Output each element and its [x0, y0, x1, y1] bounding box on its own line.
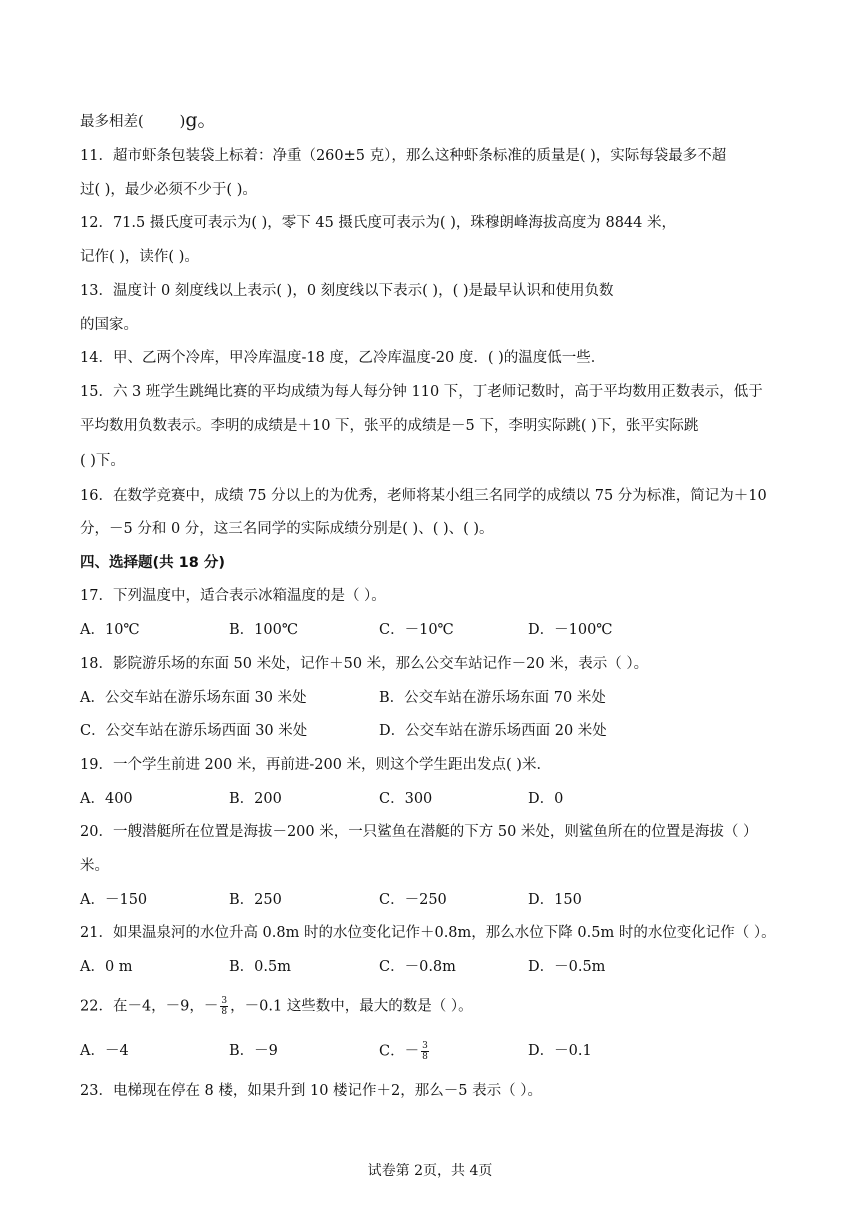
q19-option-a: A．400 — [80, 791, 133, 807]
q17-option-a: A．10℃ — [80, 622, 140, 638]
fraction-3-8-option — [421, 1041, 429, 1062]
q20-line2: 米。 — [80, 858, 109, 874]
q21-option-d: D．－0.5m — [528, 959, 606, 975]
q15-line1: 15．六 3 班学生跳绳比赛的平均成绩为每人每分钟 110 下，丁老师记数时，高于平均数用正数表示，低于 — [80, 384, 763, 400]
q19-option-c: C．300 — [379, 791, 433, 807]
q11-line1: 11．超市虾条包装袋上标着：净重（260±5 克），那么这种虾条标准的质量是( )，实际每袋最多不超 — [80, 148, 727, 164]
q16-line1: 16．在数学竞赛中，成绩 75 分以上的为优秀，老师将某小组三名同学的成绩以 75 分为标准，简记为＋10 — [80, 488, 767, 504]
q17: 17．下列温度中，适合表示冰箱温度的是（ ）。 — [80, 588, 386, 604]
fraction-numerator: 3 — [221, 996, 228, 1006]
q23: 23．电梯现在停在 8 楼，如果升到 10 楼记作＋2，那么－5 表示（ ）。 — [80, 1083, 542, 1099]
q10-unit: g。 — [185, 109, 217, 131]
q20-line1: 20．一艘潜艇所在位置是海拔－200 米，一只鲨鱼在潜艇的下方 50 米处，则鲨鱼所在的位置是海拔（ ） — [80, 824, 758, 840]
q19-option-b: B．200 — [229, 791, 282, 807]
q21-option-a: A．0 m — [80, 959, 133, 975]
q16-line2: 分，－5 分和 0 分，这三名同学的实际成绩分别是( )、( )、( )。 — [80, 521, 494, 537]
q22-option-c — [379, 1041, 431, 1062]
q12-line2: 记作( )，读作( )。 — [80, 249, 199, 265]
q22 — [80, 996, 473, 1017]
fraction-denominator: 8 — [422, 1052, 428, 1062]
q21-option-c: C．－0.8m — [379, 959, 456, 975]
q22-text-start: 22．在－4，－9，－ — [80, 998, 219, 1015]
q20-option-c: C．－250 — [379, 892, 447, 908]
q11-line2: 过( )，最少必须不少于( )。 — [80, 182, 257, 198]
fraction-denominator: 8 — [221, 1007, 228, 1017]
q22-option-b: B．－9 — [229, 1043, 278, 1059]
q18: 18．影院游乐场的东面 50 米处，记作＋50 米，那么公交车站记作－20 米，表示（ ）。 — [80, 656, 649, 672]
q19-option-d: D．0 — [528, 791, 564, 807]
q18-option-d: D．公交车站在游乐场西面 20 米处 — [379, 723, 607, 739]
fraction-numerator: 3 — [422, 1041, 428, 1051]
q10-tail — [80, 110, 217, 132]
q15-line3: ( )下。 — [80, 453, 125, 469]
q21-option-b: B．0.5m — [229, 959, 291, 975]
q22-option-d: D．－0.1 — [528, 1043, 592, 1059]
page-footer: 试卷第 2页，共 4页 — [367, 1163, 493, 1179]
q10-bracket: ) — [179, 114, 186, 130]
q17-option-b: B．100℃ — [229, 622, 299, 638]
q14: 14．甲、乙两个冷库，甲冷库温度-18 度，乙冷库温度-20 度．( )的温度低一些． — [80, 350, 606, 366]
q15-line2: 平均数用负数表示。李明的成绩是＋10 下，张平的成绩是－5 下，李明实际跳( )下，张平实际跳 — [80, 418, 699, 434]
q20-option-b: B．250 — [229, 892, 282, 908]
q20-option-a: A．－150 — [80, 892, 148, 908]
q22-option-c-label: C．－ — [379, 1043, 420, 1060]
q22-option-a: A．－4 — [80, 1043, 129, 1059]
q21: 21．如果温泉河的水位升高 0.8m 时的水位变化记作＋0.8m，那么水位下降 0.5m 时的水位变化记作（ ）。 — [80, 925, 776, 941]
q17-option-c: C．－10℃ — [379, 622, 454, 638]
q20-option-d: D．150 — [528, 892, 582, 908]
q12-line1: 12．71.5 摄氏度可表示为( )，零下 45 摄氏度可表示为( )，珠穆朗峰海拔高度为 8844 米， — [80, 215, 676, 231]
q17-option-d: D．－100℃ — [528, 622, 613, 638]
q13-line1: 13．温度计 0 刻度线以上表示( )，0 刻度线以下表示( )，( )是最早认识和使用负数 — [80, 283, 614, 299]
q18-option-b: B．公交车站在游乐场东面 70 米处 — [379, 690, 606, 706]
q13-line2: 的国家。 — [80, 317, 138, 333]
q18-option-a: A．公交车站在游乐场东面 30 米处 — [80, 690, 307, 706]
q18-option-c: C．公交车站在游乐场西面 30 米处 — [80, 723, 308, 739]
q22-text-end: ，－0.1 这些数中，最大的数是（ ）。 — [230, 998, 473, 1015]
fraction-3-8 — [220, 996, 228, 1017]
section-4-heading: 四、选择题(共 18 分) — [80, 555, 226, 571]
q19: 19．一个学生前进 200 米，再前进-200 米，则这个学生距出发点( )米． — [80, 757, 551, 773]
q10-text: 最多相差( — [80, 114, 144, 130]
